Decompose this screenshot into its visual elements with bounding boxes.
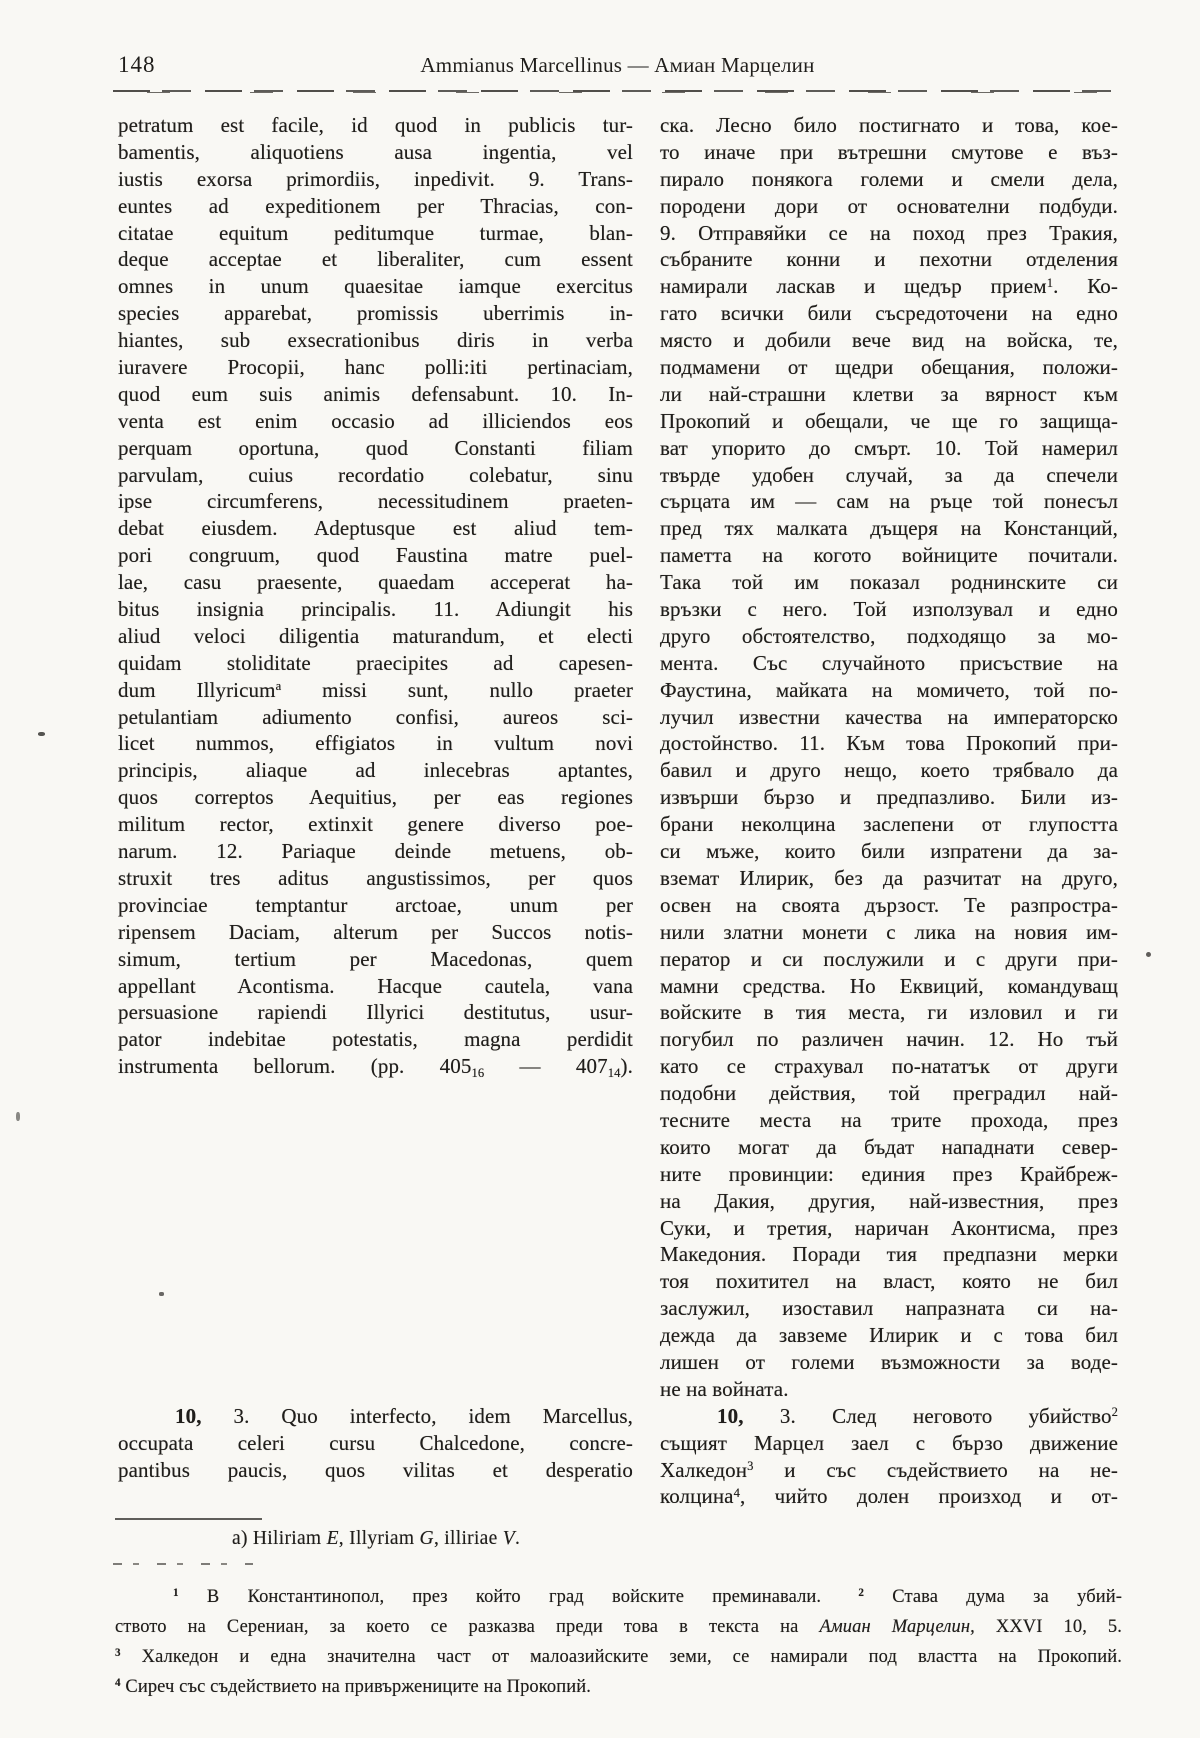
text-line: бавил и друго нещо, което трябвало да <box>660 758 1118 783</box>
text-line: твърде удобен случай, за да спечели <box>660 462 1118 487</box>
text-line: quidam stoliditate praecipites ad capesen- <box>118 650 633 675</box>
text-line: достойнство. 11. Към това Прокопий при- <box>660 731 1118 756</box>
text-line: perquam oportuna, quod Constanti filiam <box>118 435 633 460</box>
text-line: pator indebitae potestatis, magna perdidit <box>118 1027 633 1052</box>
text-line: ството на Серениан, за което се разказва преди това в текста на Амиан Марцелин, XXVI 10, 5. <box>115 1617 1123 1637</box>
text-line: породени дори от основателни подбуди. <box>660 193 1118 218</box>
text-line: Македония. Поради тия предпазни мерки <box>660 1242 1118 1267</box>
text-line: брани неколцина заслепени от глупостта <box>660 812 1118 837</box>
text-line: $^3$ Халкедон и една значителна част от малоазийските земи, се намирали под властта на Прокопий. <box>115 1647 1122 1667</box>
scan-speck <box>16 1112 20 1121</box>
apparatus-rule <box>115 1518 262 1520</box>
page-header <box>115 52 1120 82</box>
text-line: 10, 3. Quo interfecto, idem Marcellus, <box>175 1403 633 1428</box>
text-line: ните провинции: единия през Крайбреж- <box>660 1161 1118 1186</box>
text-line: principis, aliaque ad inlecebras aptantes, <box>118 758 633 783</box>
text-line: подмамени от щедри обещания, положи- <box>660 355 1118 380</box>
scan-speck <box>38 732 45 736</box>
text-line: място и добили вече вид на войска, те, <box>660 328 1118 353</box>
page-number: 148 <box>118 52 156 77</box>
text-line: aliud veloci diligentia maturandum, et electi <box>118 623 633 648</box>
text-line: същият Марцел заел с бързо движение <box>660 1430 1118 1455</box>
text-line: lae, casu praesente, quaedam acceperat ha- <box>118 570 633 595</box>
text-line: не на войната. <box>660 1376 789 1401</box>
text-line: deque acceptae et liberaliter, cum essent <box>118 247 633 272</box>
text-line: ват упорито до смърт. 10. Той намерил <box>660 435 1118 460</box>
text-line: species apparebat, promissis uberrimis in- <box>118 301 633 326</box>
text-line: друго обстоятелство, подходящо за мо- <box>660 623 1118 648</box>
text-line: събраните конни и пехотни отделения <box>660 247 1118 272</box>
column-gap <box>118 1080 633 1403</box>
text-line: Фаустина, майката на момичето, той по- <box>660 677 1118 702</box>
text-line: Суки, и третия, наричан Аконтисма, през <box>660 1215 1118 1240</box>
text-line: дежда да завземе Илирик и с това бил <box>660 1323 1118 1348</box>
text-line: като се страхувал по-нататък от други <box>660 1054 1118 1079</box>
header-rule <box>113 90 1121 93</box>
text-line: parvulam, cuius recordatio colebatur, sinu <box>118 462 633 487</box>
text-line: bamentis, aliquotiens ausa ingentia, vel <box>118 139 633 164</box>
text-line: euntes ad expeditionem per Thracias, con- <box>118 193 633 218</box>
text-line: гато всички били съсредоточени на едно <box>660 301 1118 326</box>
text-line: petratum est facile, id quod in publicis tur- <box>118 113 633 137</box>
footnotes-block <box>115 1582 1122 1702</box>
text-line: които могат да бъдат нападнати север- <box>660 1134 1118 1159</box>
text-line: на Дакия, другия, най-известния, през <box>660 1188 1118 1213</box>
text-line: citatae equitum peditumque turmae, blan- <box>118 220 633 245</box>
text-line: iustis exorsa primordiis, inpedivit. 9. Trans- <box>118 166 633 191</box>
text-line: $^4$ Сиреч със съдействието на привържениците на Прокопий. <box>115 1677 591 1697</box>
text-line: petulantiam adiumento confisi, aureos sci- <box>118 704 633 729</box>
text-line: ripensem Daciam, alterum per Succos notis- <box>118 919 633 944</box>
text-line: occupata celeri cursu Chalcedone, concre- <box>118 1430 633 1455</box>
latin-column <box>118 112 633 1510</box>
text-line: си мъже, които били изпратени да за- <box>660 839 1118 864</box>
running-title: Ammianus Marcellinus — Амиан Марцелин <box>420 53 815 77</box>
text-line: освен на своята дързост. Те разпростра- <box>660 892 1118 917</box>
text-line: погубил по различен начин. 12. Но тъй <box>660 1027 1118 1052</box>
text-line: quos correptos Aequitius, per eas regiones <box>118 785 633 810</box>
text-line: 10, 3. След неговото убийство$^2$ <box>717 1403 1118 1428</box>
text-line: omnes in unum quaesitae iamque exercitus <box>118 274 633 299</box>
critical-apparatus-line: a) Hiliriam E, Illyriam G, illiriae V. <box>232 1528 521 1549</box>
scan-speck <box>159 1292 164 1296</box>
text-line: тоя похитител на власт, която не бил <box>660 1269 1118 1294</box>
text-line: appellant Acontisma. Hacque cautela, vana <box>118 973 633 998</box>
text-line: Прокопий и обещали, че ще го защища- <box>660 408 1118 433</box>
text-line: подобни действия, той преградил най- <box>660 1081 1118 1106</box>
text-line: pori congruum, quod Faustina matre puel- <box>118 543 633 568</box>
text-line: persuasione rapiendi Illyrici destitutus, usur- <box>118 1000 633 1025</box>
text-line: ска. Лесно било постигнато и това, кое- <box>660 113 1118 137</box>
text-line: то иначе при вътрешни смутове е въз- <box>660 139 1118 164</box>
text-line: пред тях малката дъщеря на Констанций, <box>660 516 1118 541</box>
text-line: нили златни монети с лика на новия им- <box>660 919 1118 944</box>
text-line: вземат Илирик, без да разчитат на друго, <box>660 865 1118 890</box>
text-line: Халкедон$^3$ и със съдействието на не- <box>660 1457 1118 1482</box>
text-line: narum. 12. Pariaque deinde metuens, ob- <box>118 839 633 864</box>
text-line: ipse circumferens, necessitudinem praeten- <box>118 489 633 514</box>
text-line: simum, tertium per Macedonas, quem <box>118 946 633 971</box>
text-line: лучил известни качества на императорско <box>660 704 1118 729</box>
text-line: struxit tres aditus angustissimos, per quos <box>118 865 633 890</box>
text-line: тесните места на трите прохода, през <box>660 1107 1118 1132</box>
text-line: връзки с него. Той използувал и едно <box>660 597 1118 622</box>
text-line: войските в тия места, ги изловил и ги <box>660 1000 1118 1025</box>
text-line: provinciae temptantur arctoae, unum per <box>118 892 633 917</box>
text-line: militum rector, extinxit genere diverso poe- <box>118 812 633 837</box>
text-line: заслужил, изоставил напразната си на- <box>660 1296 1118 1321</box>
text-line: 9. Отправяйки се на поход през Тракия, <box>660 220 1118 245</box>
text-line: ператор и си послужили и с други при- <box>660 946 1118 971</box>
bulgarian-column <box>660 112 1118 1510</box>
text-line: колцина$^4$, чийто долен произход и от- <box>660 1484 1118 1509</box>
text-line: мамни средства. Но Еквиций, командуващ <box>660 973 1118 998</box>
text-line: извърши бързо и предпазливо. Били из- <box>660 785 1118 810</box>
text-line: debat eiusdem. Adeptusque est aliud tem- <box>118 516 633 541</box>
text-line: pantibus paucis, quos vilitas et desperatio <box>118 1457 633 1482</box>
text-line: hiantes, sub exsecrationibus diris in verba <box>118 328 633 353</box>
text-line: намирали ласкав и щедър прием$^1$. Ко- <box>660 274 1118 299</box>
text-line: bitus insignia principalis. 11. Adiungit his <box>118 597 633 622</box>
text-line: instrumenta bellorum. (pp. $405_{16}$ — $407_{14}$). <box>118 1054 633 1080</box>
text-line: лишен от големи възможности за воде- <box>660 1349 1118 1374</box>
text-line: паметта на когото войниците почитали. <box>660 543 1118 568</box>
text-line: venta est enim occasio ad illiciendos eos <box>118 408 633 433</box>
text-line: ли най-страшни клетви за вярност към <box>660 381 1118 406</box>
text-line: сърцата им — сам на ръце той понесъл <box>660 489 1118 514</box>
footnote-separator-artifact <box>113 1563 253 1565</box>
text-line: пирало понякога големи и смели дела, <box>660 166 1118 191</box>
text-line: мента. Със случайното присъствие на <box>660 650 1118 675</box>
scan-speck <box>1146 952 1151 957</box>
text-line: iuravere Procopii, hanc polli:iti pertinaciam, <box>118 355 633 380</box>
text-line: licet nummos, effigiatos in vultum novi <box>118 731 633 756</box>
text-line: $^1$ В Константинопол, през който град войските преминавали. $^2$ Става дума за убий- <box>173 1587 1122 1607</box>
text-line: Така той им показал роднинските си <box>660 570 1118 595</box>
text-line: quod eum suis animis defensabunt. 10. In- <box>118 381 633 406</box>
text-columns <box>118 112 1118 1510</box>
text-line: dum Illyricum$^a$ missi sunt, nullo praeter <box>118 677 633 702</box>
